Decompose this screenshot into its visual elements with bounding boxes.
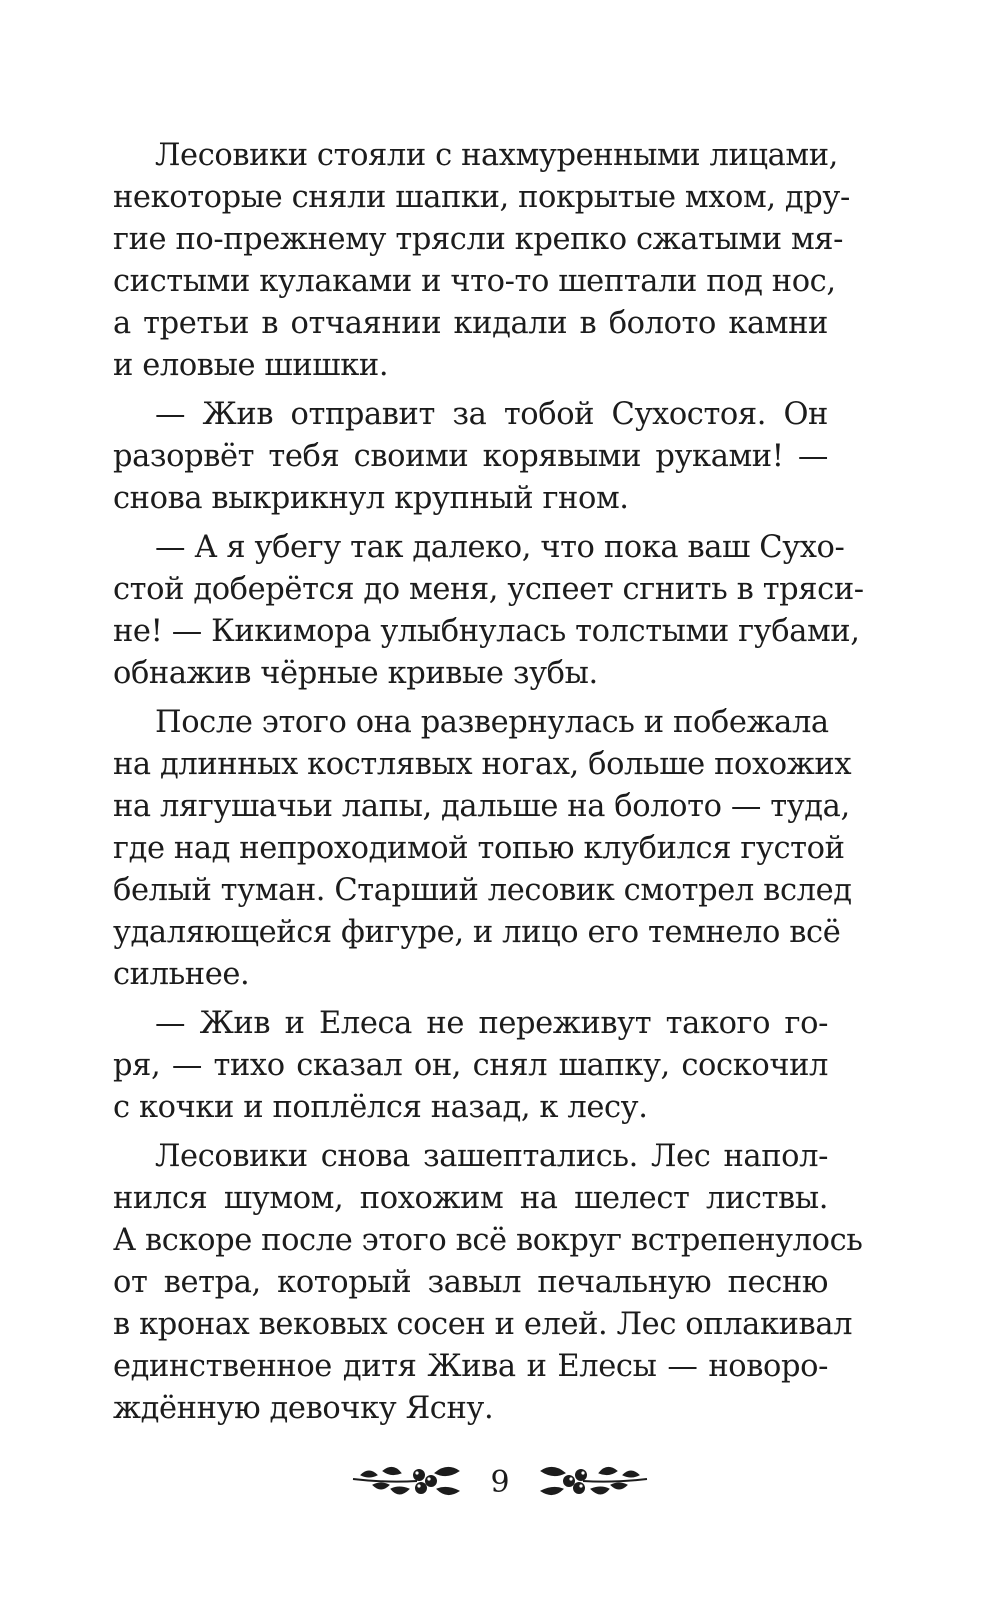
text-line: нился шумом, похожим на шелест листвы. [113,1181,828,1216]
paragraph-gap [113,387,828,394]
text-line: на лягушачьи лапы, дальше на болото — туда, [113,789,850,824]
paragraph-gap [113,996,828,1003]
body-text [113,135,864,1430]
paragraph-gap [113,695,828,702]
text-line: с кочки и поплёлся назад, к лесу. [113,1090,648,1125]
text-line: удаляющейся фигуре, и лицо его темнело всё [113,915,841,950]
text-line: Лесовики стояли с нахмуренными лицами, [155,138,838,173]
text-line: и еловые шишки. [113,348,389,383]
text-line: на длинных костлявых ногах, больше похожих [113,747,852,782]
text-line: обнажив чёрные кривые зубы. [113,656,598,691]
text-line: разорвёт тебя своими корявыми руками! — [113,439,828,474]
text-line: — Жив отправит за тобой Сухостоя. Он [155,397,828,432]
text-line: систыми кулаками и что-то шептали под нос, [113,264,836,299]
page-footer [0,1452,1000,1512]
text-line: — А я убегу так далеко, что пока ваш Сухо- [155,530,845,565]
text-line: от ветра, который завыл печальную песню [113,1265,828,1300]
text-line: После этого она развернулась и побежала [155,705,829,740]
page-number: 9 [490,1464,510,1500]
berry-sprig-icon [533,1457,653,1507]
text-line: не! — Кикимора улыбнулась толстыми губами, [113,614,860,649]
text-line: белый туман. Старший лесовик смотрел вслед [113,873,852,908]
text-line: снова выкрикнул крупный гном. [113,481,629,516]
text-line: — Жив и Елеса не переживут такого го- [155,1006,828,1041]
text-line: ря, — тихо сказал он, снял шапку, соскочил [113,1048,828,1083]
text-line: где над непроходимой топью клубился густой [113,831,845,866]
text-line: некоторые сняли шапки, покрытые мхом, дру- [113,180,850,215]
text-line: сильнее. [113,957,250,992]
text-line: в кронах вековых сосен и елей. Лес оплакивал [113,1307,853,1342]
text-line: единственное дитя Жива и Елесы — новоро- [113,1349,828,1384]
paragraph-gap [113,1129,828,1136]
text-line: а третьи в отчаянии кидали в болото камни [113,306,828,341]
text-line: стой доберётся до меня, успеет сгнить в тряси- [113,572,864,607]
berry-sprig-icon [347,1457,467,1507]
text-line: ждённую девочку Ясну. [113,1391,494,1426]
paragraph-gap [113,520,828,527]
text-line: гие по-прежнему трясли крепко сжатыми мя- [113,222,844,257]
text-line: Лесовики снова зашептались. Лес напол- [155,1139,828,1174]
text-line: А вскоре после этого всё вокруг встрепенулось [113,1223,863,1258]
